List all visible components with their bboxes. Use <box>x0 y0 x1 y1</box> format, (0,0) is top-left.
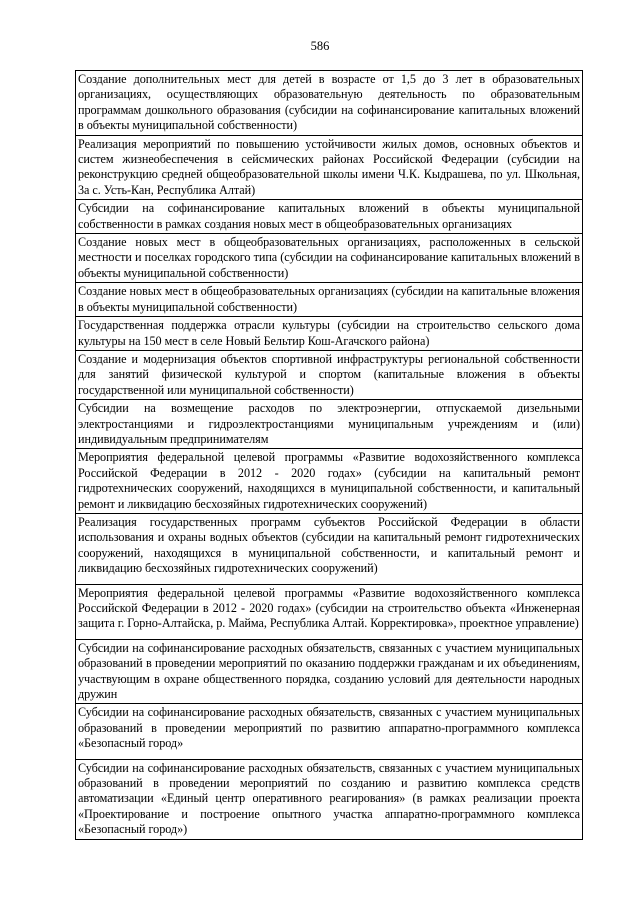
table-row <box>76 448 582 513</box>
table-row <box>76 584 582 639</box>
table-row <box>76 513 582 584</box>
table-row <box>76 199 582 233</box>
table-cell: Реализация мероприятий по повышению устойчивости жилых домов, основных объектов и систем жизнеобеспечения в сейсмических районах Российской Федерации (субсидии на реконструкцию средней общеобразовательной школы имени Ч.К. Кыдрашева, по ул. Школьная, 3а с. Усть-Кан, Республика Алтай) <box>78 136 580 197</box>
table-row <box>76 282 582 316</box>
table-cell: Реализация государственных программ субъектов Российской Федерации в области использования и охраны водных объектов (субсидии на капитальный ремонт гидротехнических сооружений, находящихся в муниципальной собственности, и капитальный ремонт и ликвидацию бесхозяйных гидротехнических сооружений) <box>78 514 580 576</box>
table-row <box>76 399 582 448</box>
table-cell: Государственная поддержка отрасли культуры (субсидии на строительство сельского дома культуры на 150 мест в селе Новый Бельтир Кош-Агачского района) <box>78 318 580 348</box>
table-cell: Субсидии на возмещение расходов по электроэнергии, отпускаемой дизельными электростанциями и гидроэлектростанциями муниципальным учреждениям и (или) индивидуальным предпринимателям <box>78 401 580 446</box>
table-cell: Создание и модернизация объектов спортивной инфраструктуры региональной собственности для занятий физической культурой и спортом (капитальные вложения в объекты государственной или муниципальной собственности) <box>78 351 580 397</box>
table-row <box>76 639 582 704</box>
table-row <box>76 759 582 839</box>
table-row <box>76 71 582 135</box>
table-cell: Субсидии на софинансирование расходных обязательств, связанных с участием муниципальных образований в проведении мероприятий по созданию и развитию комплекса средств автоматизации «Единый центр оперативного реагирования» (в рамках реализации проекта «Проектирование и построение опытного участка аппаратно-программного комплекса «Безопасный город») <box>78 760 580 837</box>
table-cell: Субсидии на софинансирование расходных обязательств, связанных с участием муниципальных образований в проведении мероприятий по оказанию поддержки гражданам и их объединениям, участвующим в охране общественного порядка, созданию условий для деятельности народных дружин <box>78 640 580 702</box>
table-cell: Создание новых мест в общеобразовательных организациях, расположенных в сельской местности и поселках городского типа (субсидии на софинансирование капитальных вложений в объекты муниципальной собственности) <box>78 235 580 280</box>
table-cell: Создание дополнительных мест для детей в возрасте от 1,5 до 3 лет в образовательных организациях, осуществляющих образовательную деятельность по образовательным программам дошкольного образования (субсидии на софинансирование капитальных вложений в объекты муниципальной собственности) <box>78 72 580 133</box>
subsidies-table <box>75 70 583 840</box>
table-cell: Создание новых мест в общеобразовательных организациях (субсидии на капитальные вложения в объекты муниципальной собственности) <box>78 284 580 314</box>
table-row <box>76 233 582 282</box>
table-row <box>76 135 582 200</box>
table-row <box>76 350 582 399</box>
table-row <box>76 703 582 758</box>
page-number: 586 <box>310 39 330 53</box>
table-cell: Субсидии на софинансирование расходных обязательств, связанных с участием муниципальных образований в проведении мероприятий по развитию аппаратно-программного комплекса «Безопасный город» <box>78 705 580 751</box>
table-cell: Мероприятия федеральной целевой программы «Развитие водохозяйственного комплекса Российской Федерации в 2012 - 2020 годах» (субсидии на строительство объекта «Инженерная защита г. Горно-Алтайска, р. Майма, Республика Алтай. Корректировка», проектное управление) <box>78 585 580 631</box>
table-cell: Мероприятия федеральной целевой программы «Развитие водохозяйственного комплекса Российской Федерации в 2012 - 2020 годах» (субсидии на капитальный ремонт гидротехнических сооружений, находящихся в муниципальной собственности, и капитальный ремонт и ликвидацию бесхозяйных гидротехнических сооружений) <box>78 450 580 511</box>
table-cell: Субсидии на софинансирование капитальных вложений в объекты муниципальной собственности в рамках создания новых мест в общеобразовательных организациях <box>78 201 580 231</box>
table-row <box>76 316 582 350</box>
